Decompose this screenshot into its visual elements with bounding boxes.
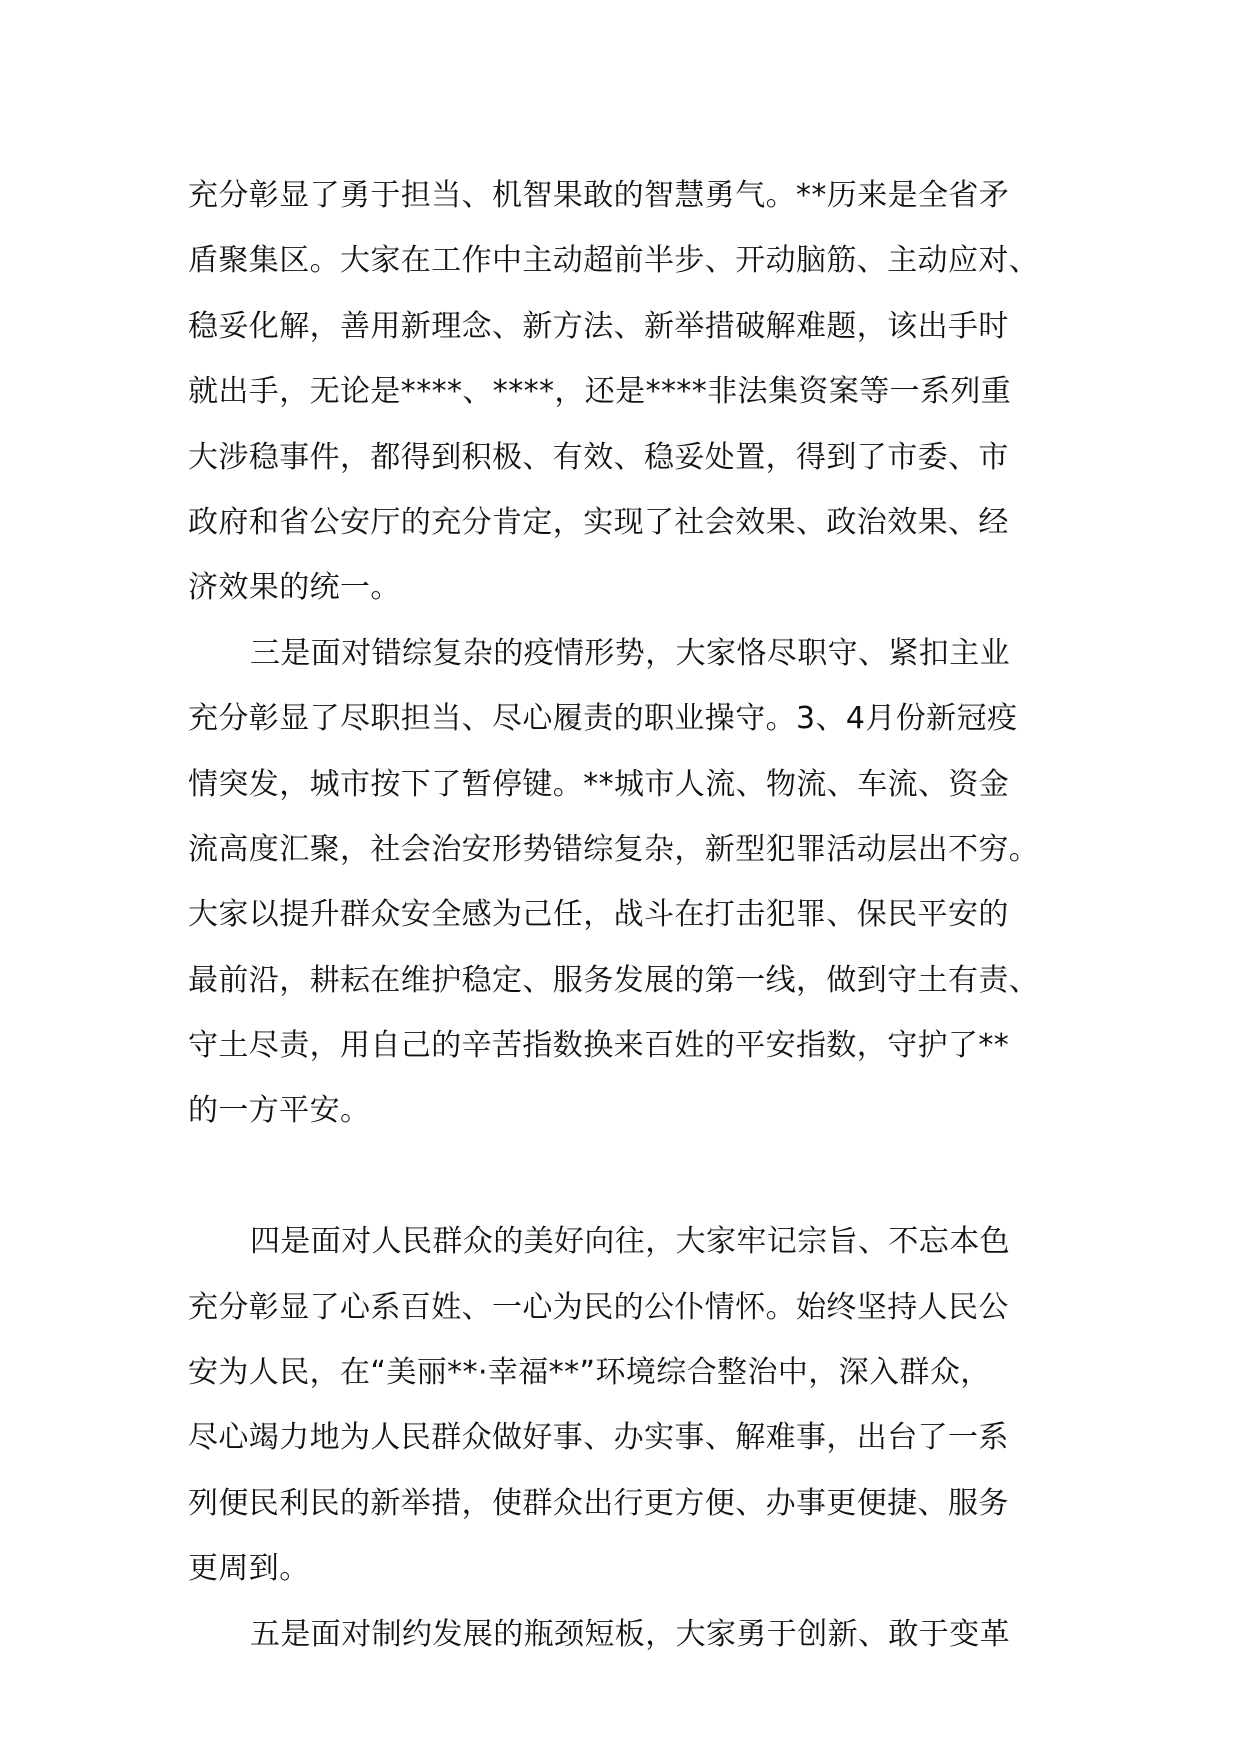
text-line: 尽心竭力地为人民群众做好事、办实事、解难事，出台了一系 [188, 1420, 1009, 1456]
document-body [188, 163, 1068, 1667]
text-line: 守土尽责，用自己的辛苦指数换来百姓的平安指数，守护了** [188, 1028, 1010, 1064]
text-line: 流高度汇聚，社会治安形势错综复杂，新型犯罪活动层出不穷。 [188, 831, 1040, 867]
text-line: 政府和省公安厅的充分肯定，实现了社会效果、政治效果、经 [188, 504, 1009, 540]
text-line: 大涉稳事件，都得到积极、有效、稳妥处置，得到了市委、市 [188, 439, 1009, 475]
text-line: 情突发，城市按下了暂停键。**城市人流、物流、车流、资金 [188, 766, 1010, 802]
text-line: 安为人民，在“美丽**·幸福**”环境综合整治中，深入群众， [188, 1355, 991, 1391]
text-line [188, 1144, 1068, 1209]
text-line: 的一方平安。 [188, 1093, 371, 1129]
text-line: 盾聚集区。大家在工作中主动超前半步、开动脑筋、主动应对、 [188, 243, 1040, 279]
text-line: 充分彰显了尽职担当、尽心履责的职业操守。3、4月份新冠疫 [188, 701, 1018, 737]
text-line: 稳妥化解，善用新理念、新方法、新举措破解难题，该出手时 [188, 308, 1009, 344]
text-line: 充分彰显了勇于担当、机智果敢的智慧勇气。**历来是全省矛 [188, 178, 1010, 213]
text-line: 大家以提升群众安全感为己任，战斗在打击犯罪、保民平安的 [188, 897, 1009, 933]
text-line: 最前沿，耕耘在维护稳定、服务发展的第一线，做到守土有责、 [188, 962, 1040, 998]
text-line: 充分彰显了心系百姓、一心为民的公仆情怀。始终坚持人民公 [188, 1289, 1009, 1325]
text-line: 就出手，无论是****、****，还是****非法集资案等一系列重 [188, 374, 1012, 410]
paragraph-first-line: 五是面对制约发展的瓶颈短板，大家勇于创新、敢于变革 [250, 1616, 1010, 1652]
paragraph-first-line: 四是面对人民群众的美好向往，大家牢记宗旨、不忘本色 [250, 1224, 1010, 1260]
paragraph-first-line: 三是面对错综复杂的疫情形势，大家恪尽职守、紧扣主业 [250, 635, 1010, 671]
text-line: 济效果的统一。 [188, 570, 401, 606]
text-line: 更周到。 [188, 1551, 310, 1587]
text-line: 列便民利民的新举措，使群众出行更方便、办事更便捷、服务 [188, 1485, 1009, 1521]
